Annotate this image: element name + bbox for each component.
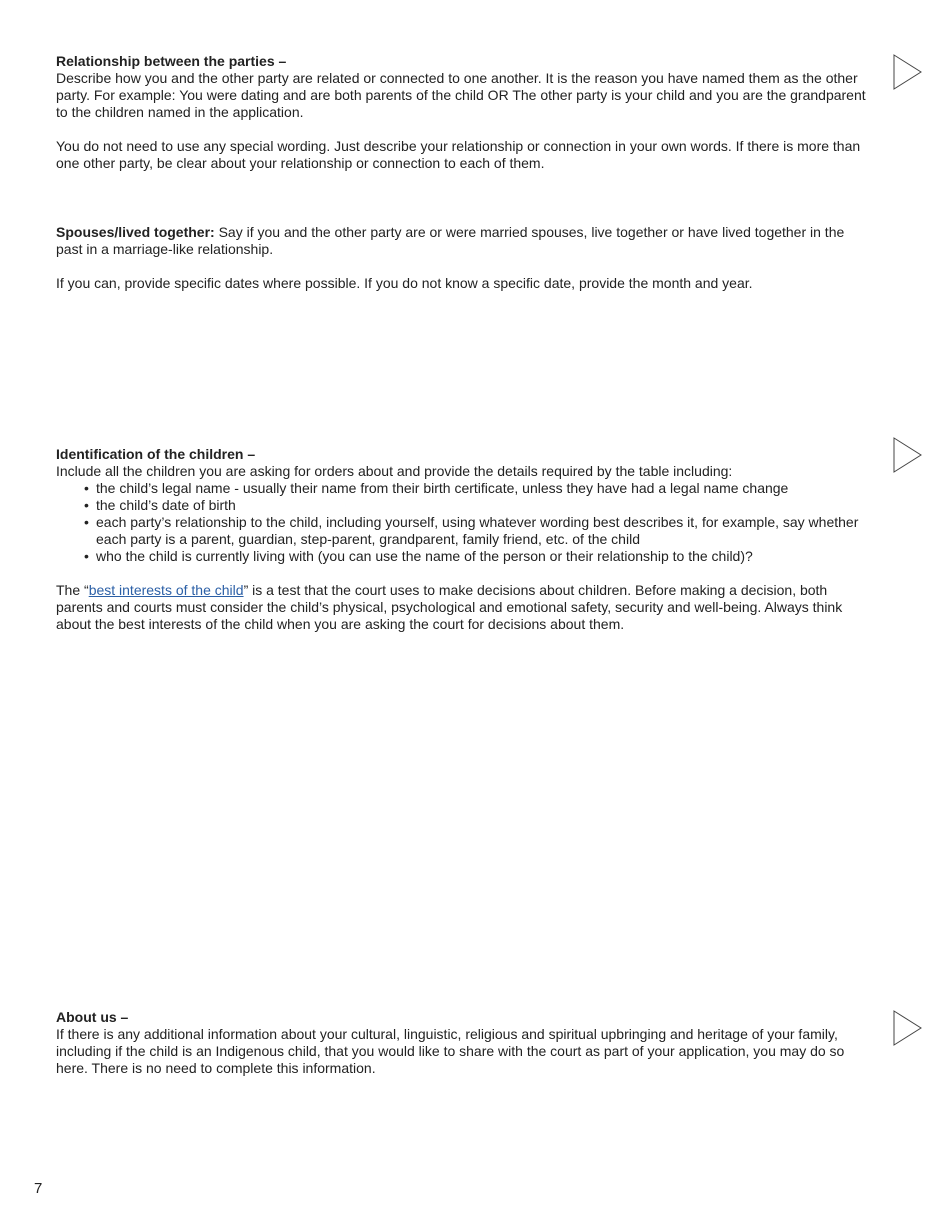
about-heading: About us – (56, 1009, 129, 1025)
spouses-description: Say if you and the other party are or were married spouses, live together or have lived together in the past in a marriage-like relationship. (56, 224, 845, 257)
relationship-heading: Relationship between the parties – (56, 53, 287, 69)
spouses-section (56, 224, 871, 292)
children-arrow-icon[interactable] (893, 437, 923, 473)
list-item: • the child’s date of birth (84, 497, 871, 514)
about-description: If there is any additional information about your cultural, linguistic, religious and spiritual upbringing and heritage of your family, including if the child is an Indigenous child, that you would like to share with the court as part of your application, you may do so here. There is no need to complete this information. (56, 1026, 845, 1076)
spouses-dates-note: If you can, provide specific dates where possible. If you do not know a specific date, provide the month and year. (56, 275, 753, 291)
children-details-list (56, 480, 871, 565)
list-item: • each party’s relationship to the child, including yourself, using whatever wording best describes it, for example, say whether each party is a parent, guardian, step-parent, grandparent, family friend, etc. of the child (84, 514, 871, 548)
best-interests-link[interactable]: best interests of the child (88, 582, 244, 598)
best-interests-prefix: The “ (56, 582, 89, 598)
spouses-heading: Spouses/lived together: (56, 224, 215, 240)
children-intro: Include all the children you are asking for orders about and provide the details required by the table including: (56, 463, 733, 479)
best-interests-text: ” is a test that the court uses to make decisions about children. Before making a decision, both parents and courts must consider the child’s physical, psychological and emotional safety, security and well-being. Always think about the best interests of the child when you are asking the court for decisions about them. (56, 582, 843, 632)
list-item: • the child’s legal name - usually their name from their birth certificate, unless they have had a legal name change (84, 480, 871, 497)
relationship-wording-note: You do not need to use any special wording. Just describe your relationship or connection in your own words. If there is more than one other party, be clear about your relationship or connection to each of them. (56, 138, 861, 171)
about-arrow-icon[interactable] (893, 1010, 923, 1046)
page-number: 7 (34, 1180, 43, 1197)
best-interests-paragraph (56, 582, 871, 633)
spouses-paragraph (56, 224, 871, 258)
children-heading: Identification of the children – (56, 446, 256, 462)
relationship-section (56, 53, 871, 172)
relationship-description: Describe how you and the other party are related or connected to one another. It is the reason you have named them as the other party. For example: You were dating and are both parents of the child OR The other party is your child and you are the grandparent to the children named in the application. (56, 70, 866, 120)
children-section (56, 446, 871, 633)
about-section (56, 1009, 871, 1077)
relationship-arrow-icon[interactable] (893, 54, 923, 90)
list-item: • who the child is currently living with (you can use the name of the person or their relationship to the child)? (84, 548, 871, 565)
